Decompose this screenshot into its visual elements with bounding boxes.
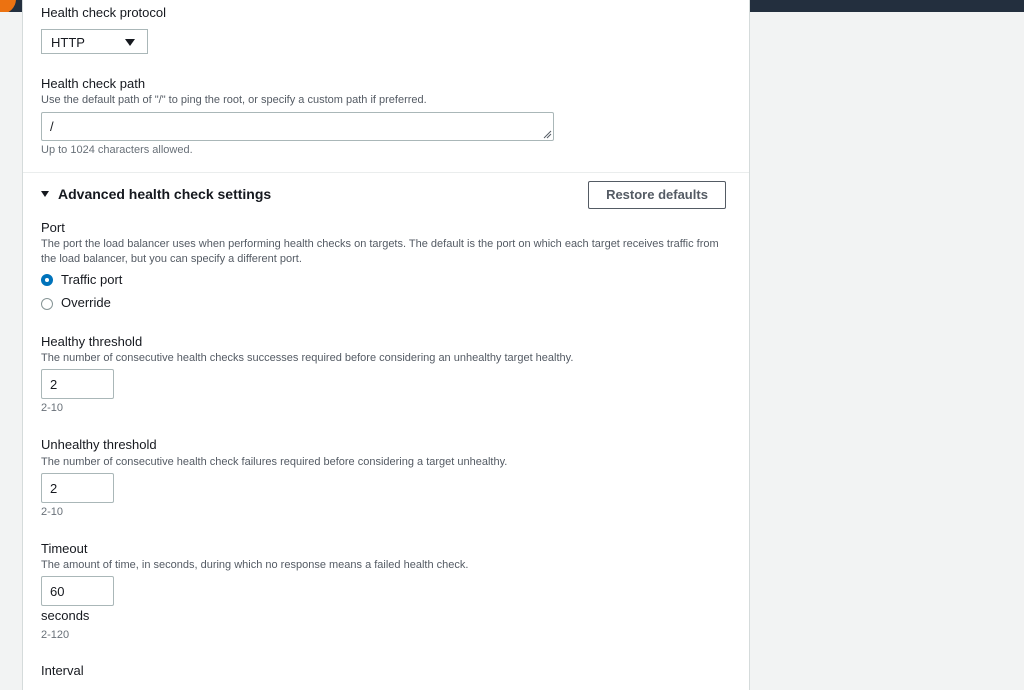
timeout-label: Timeout <box>41 541 88 556</box>
health-check-path-input[interactable] <box>41 112 554 141</box>
override-port-label[interactable]: Override <box>61 295 111 310</box>
unhealthy-threshold-input[interactable] <box>41 473 114 503</box>
traffic-port-label[interactable]: Traffic port <box>61 272 123 287</box>
health-check-path-label: Health check path <box>41 76 146 91</box>
unhealthy-threshold-value: 2 <box>50 481 58 496</box>
advanced-settings-toggle[interactable] <box>41 186 271 202</box>
health-check-panel <box>22 0 750 690</box>
dropdown-arrow-icon <box>125 39 135 46</box>
timeout-description: The amount of time, in seconds, during which no response means a failed health check. <box>41 559 469 571</box>
port-label: Port <box>41 220 65 235</box>
caret-down-icon <box>41 191 49 197</box>
aws-logo-icon[interactable] <box>0 0 16 12</box>
section-divider <box>23 172 749 173</box>
interval-label: Interval <box>41 663 84 678</box>
healthy-threshold-label: Healthy threshold <box>41 334 143 349</box>
advanced-settings-title: Advanced health check settings <box>58 186 272 202</box>
timeout-range: 2-120 <box>41 629 70 641</box>
restore-defaults-button[interactable]: Restore defaults <box>588 181 726 209</box>
health-check-path-value: / <box>50 119 54 134</box>
override-port-radio[interactable] <box>41 298 53 310</box>
timeout-input[interactable] <box>41 576 114 606</box>
port-description: The port the load balancer uses when performing health checks on targets. The default is the port on which each target receives traffic from the load balancer, but you can specify a different port. <box>41 238 719 265</box>
health-check-protocol-value: HTTP <box>51 35 85 50</box>
health-check-path-description: Use the default path of "/" to ping the root, or specify a custom path if preferred. <box>41 94 427 106</box>
health-check-protocol-label: Health check protocol <box>41 5 167 20</box>
healthy-threshold-description: The number of consecutive health checks successes required before considering an unhealthy target healthy. <box>41 352 574 364</box>
resize-handle-icon[interactable] <box>543 130 552 139</box>
unhealthy-threshold-label: Unhealthy threshold <box>41 437 157 452</box>
health-check-path-hint: Up to 1024 characters allowed. <box>41 144 193 156</box>
healthy-threshold-value: 2 <box>50 377 58 392</box>
healthy-threshold-input[interactable] <box>41 369 114 399</box>
timeout-value: 60 <box>50 584 65 599</box>
traffic-port-radio[interactable] <box>41 274 53 286</box>
timeout-unit: seconds <box>41 608 90 623</box>
healthy-threshold-range: 2-10 <box>41 402 64 414</box>
health-check-protocol-select[interactable] <box>41 29 148 54</box>
unhealthy-threshold-description: The number of consecutive health check failures required before considering a target unhealthy. <box>41 456 508 468</box>
unhealthy-threshold-range: 2-10 <box>41 506 64 518</box>
